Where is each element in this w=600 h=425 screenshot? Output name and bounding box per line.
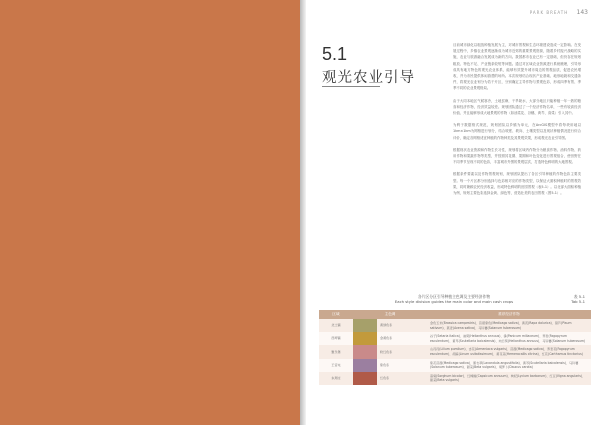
crops-cell: 金色玉米(Brassica campestris)、苜蓿紫色(Medicago sativa)、黄芪(Rapa dalurica)、葫芦(Pisum sativum)、燕麦(Avena sativa)、马铃薯(Solanum tuberosum)	[427, 319, 591, 332]
table-header-row	[319, 310, 591, 319]
region-cell: 东周庄	[319, 372, 353, 385]
tone-cell: 红色系	[377, 372, 427, 385]
tone-cell: 金黄色系	[377, 332, 427, 345]
table-number-en: Tab 5-1	[571, 299, 585, 305]
crop-table	[319, 310, 591, 385]
table-number	[571, 294, 585, 304]
body-text	[453, 42, 581, 202]
crops-cell: 谷子(Setaria italica)、油葵(Helianthus annuus)、黍(Panicum miliaceum)、荞麦(Fagopyrum esculentum)、黄芩(Scutellaria baicalensis)、向日葵(Helianthus annuus)、马铃薯(Solanum tuberosum)	[427, 332, 591, 345]
table-caption	[319, 294, 589, 304]
section-title: 观光农业引导	[322, 70, 415, 86]
running-head-text: PARK BREATH	[529, 10, 569, 15]
tone-cell: 黄绿色系	[377, 319, 427, 332]
table-row	[319, 345, 591, 358]
tone-color-swatch	[353, 345, 377, 358]
crops-cell: 紫花苜蓿(Medicago sativa)、薰衣草(Lavandula angustifolia)、黄芩(Scutellaria baicalensis)、马铃薯(Solanum tuberosum)、甜菜(Beta vulgaris)、胡萝卜(Daucus carota)	[427, 359, 591, 372]
paragraph: 为利于数据格式规范，规划团队以乡镇为单元，在ArcGIS模型中将每块用地以1km×1km为网格进行划分，结合坡度、坡向、土壤类型以及现状种植情况进行综合评价，确定各网格适宜种植的作物种类及其景观效果，形成观光农业引导图。	[453, 123, 581, 140]
table-row	[319, 359, 591, 372]
header-cell: 区域	[319, 310, 353, 319]
title-rule	[322, 86, 380, 87]
tone-color-swatch	[353, 372, 377, 385]
table-caption-cn: 各片区分区引导种植主色调及主要经济作物	[417, 294, 491, 299]
tone-color-swatch	[353, 319, 377, 332]
table-row	[319, 372, 591, 385]
table-row	[319, 319, 591, 332]
region-cell: 西坪镇	[319, 332, 353, 345]
region-cell: 北土镇	[319, 319, 353, 332]
crops-cell: 山丹丹(Lilium pumilum)、杏花(Armeniaca vulgaris)、苜蓿(Medicago sativa)、荞麦花(Fagopyrum esculentum)、胡麻(Linum usitatissimum)、黄花菜(Hemerocallis citrina)、红花(Carthamus tinctorius)	[427, 345, 591, 358]
paragraph: 目前城市绿化以粗放种植发展为主，对城市景观和生态环境建设造成一定影响。在发展过程中，乡镇农业景观逐渐成为城市近郊的重要景观资源，随着乡村振兴战略的实施，农业与旅游融合发展成为新的方向。我国都市农业已有一定基础，但仍存在规划粗放、特色不足、产业链条较短等问题。通过对区域农业资源进行系统梳理，引导形成具有地方特色的观光农业体系，能够有效提升城市周边的景观品质，促进农民增收，并为市民提供休闲游憩的场所。本次规划结合现状产业基础、地形地貌和交通条件，将观光农业划分为若干片区，分别确定主导作物与景观色彩，形成四季有景、季季不同的农业景观格局。	[453, 43, 581, 91]
table-number-cn: 表 5-1	[573, 294, 585, 299]
page-number: 143	[576, 9, 588, 16]
tone-cell: 粉红色系	[377, 345, 427, 358]
section-number: 5.1	[322, 44, 348, 64]
region-cell: 聚乐堡	[319, 345, 353, 358]
paragraph: 根据现状农业资源和作物生长习性，规划将区域内作物分为粮食作物、油料作物、药用作物和果蔬作物等类型，并按照其花期、果期和叶色变化进行景观组合，使田野在不同季节呈现不同的色彩，丰富城市外围的景观层次，打造特色鲜明的大地景观。	[453, 147, 581, 165]
tone-color-swatch	[353, 332, 377, 345]
header-cell: 主色调	[353, 310, 427, 319]
table-caption-en: Each style division guides the main color and main cash crops	[394, 299, 514, 305]
crops-cell: 高粱(Sorghum bicolor)、红辣椒(Capsicum annuum)、枸杞(Lycium barbarum)、红豆(Vigna angularis)、甜菜(Beta vulgaris)	[427, 372, 591, 385]
region-cell: 王官屯	[319, 359, 353, 372]
paragraph: 根据条件要素以及作物景观规划，规划团队提出了各区引导种植的作物色彩主要类型。每一个片区都分别选择与色彩相对应的作物类型，以保证大面积种植时的景观效果，同时兼顾农民经济收益，形成特色鲜明的田园景观（表5-1）。以北部大面积种植为例，规划主要色彩选择金黄、绿色等，营造壮美的农田景观（图5-1）。	[453, 172, 581, 196]
tone-color-swatch	[353, 359, 377, 372]
right-page	[306, 0, 600, 425]
running-header	[530, 9, 588, 16]
paragraph: 由于大同本地区气候寒冷，土地贫瘠，干旱缺水，大部分地区只能种植一年一熟的粮食和经济作物，经济效益较差。规划团队通过了一个经济作物名单，一些有较高经济价值、并且能够形成大地景观的作物（如油菜花、谷穗、黄芩、高粱）引入其中。	[453, 98, 581, 116]
header-cell: 推荐经济作物	[427, 310, 591, 319]
tone-cell: 紫色系	[377, 359, 427, 372]
table-row	[319, 332, 591, 345]
